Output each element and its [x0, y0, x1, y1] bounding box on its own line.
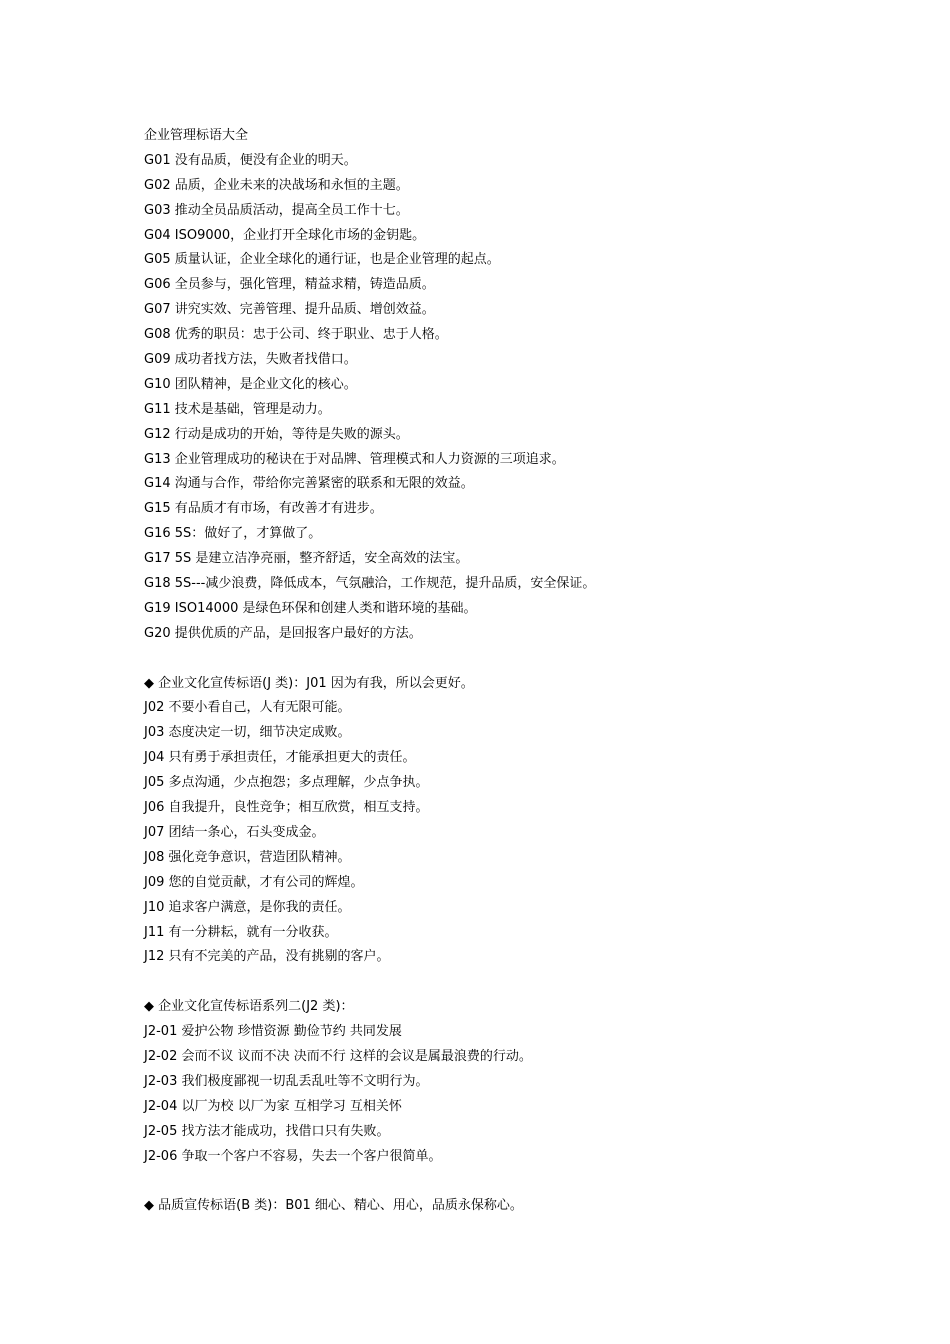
slogan-line: J2-05 找方法才能成功，找借口只有失败。 — [144, 1123, 390, 1139]
slogan-line: G10 团队精神，是企业文化的核心。 — [144, 376, 357, 392]
slogan-line: J12 只有不完美的产品，没有挑剔的客户。 — [144, 949, 390, 965]
document-title: 企业管理标语大全 — [144, 128, 249, 143]
slogan-line: G08 优秀的职员：忠于公司、终于职业、忠于人格。 — [144, 327, 448, 343]
section-heading: ◆ 企业文化宣传标语系列二(J2 类)： — [144, 999, 354, 1015]
slogan-line: G03 推动全员品质活动，提高全员工作十七。 — [144, 202, 409, 218]
slogan-line: G07 讲究实效、完善管理、提升品质、增创效益。 — [144, 302, 435, 318]
slogan-line: J05 多点沟通，少点抱怨；多点理解，少点争执。 — [144, 775, 429, 791]
slogan-line: G20 提供优质的产品，是回报客户最好的方法。 — [144, 625, 422, 641]
slogan-line: G04 ISO9000，企业打开全球化市场的金钥匙。 — [144, 227, 426, 243]
slogan-line: J2-04 以厂为校 以厂为家 互相学习 互相关怀 — [144, 1098, 402, 1114]
section-b-list — [144, 1194, 904, 1219]
slogan-line: J07 团结一条心，石头变成金。 — [144, 824, 325, 840]
slogan-line: G06 全员参与，强化管理，精益求精，铸造品质。 — [144, 277, 435, 293]
slogan-line: J10 追求客户满意，是你我的责任。 — [144, 899, 351, 915]
slogan-line: J03 态度决定一切，细节决定成败。 — [144, 725, 351, 741]
slogan-line: G19 ISO14000 是绿色环保和创建人类和谐环境的基础。 — [144, 600, 477, 616]
slogan-line: G11 技术是基础，管理是动力。 — [144, 401, 331, 417]
slogan-line: J2-01 爱护公物 珍惜资源 勤俭节约 共同发展 — [144, 1024, 402, 1040]
slogan-line: G01 没有品质，便没有企业的明天。 — [144, 152, 357, 168]
slogan-line: J2-03 我们极度鄙视一切乱丢乱吐等不文明行为。 — [144, 1073, 429, 1089]
section-spacer — [144, 647, 904, 672]
slogan-line: G13 企业管理成功的秘诀在于对品牌、管理模式和人力资源的三项追求。 — [144, 451, 565, 467]
slogan-line: G09 成功者找方法，失败者找借口。 — [144, 352, 357, 368]
section-spacer — [144, 970, 904, 995]
section-j-list — [144, 672, 904, 971]
slogan-line: J2-02 会而不议 议而不决 决而不行 这样的会议是属最浪费的行动。 — [144, 1048, 532, 1064]
slogan-line: G17 5S 是建立洁净亮丽，整齐舒适，安全高效的法宝。 — [144, 551, 469, 567]
slogan-line: J11 有一分耕耘，就有一分收获。 — [144, 924, 338, 940]
slogan-line: G16 5S：做好了，才算做了。 — [144, 526, 322, 542]
section-heading: ◆ 品质宣传标语(B 类)：B01 细心、精心、用心，品质永保称心。 — [144, 1198, 523, 1214]
slogan-line: J06 自我提升，良性竞争；相互欣赏，相互支持。 — [144, 800, 429, 816]
slogan-line: G18 5S---减少浪费，降低成本，气氛融洽，工作规范，提升品质，安全保证。 — [144, 576, 596, 592]
slogan-line: G12 行动是成功的开始，等待是失败的源头。 — [144, 426, 409, 442]
slogan-line: G02 品质，企业未来的决战场和永恒的主题。 — [144, 177, 409, 193]
slogan-line: G15 有品质才有市场，有改善才有进步。 — [144, 501, 383, 517]
slogan-line: J08 强化竞争意识，营造团队精神。 — [144, 849, 351, 865]
slogan-line: J2-06 争取一个客户不容易，失去一个客户很简单。 — [144, 1148, 442, 1164]
slogan-line: J09 您的自觉贡献，才有公司的辉煌。 — [144, 874, 364, 890]
slogan-line: G14 沟通与合作，带给你完善紧密的联系和无限的效益。 — [144, 476, 474, 492]
section-heading: ◆ 企业文化宣传标语(J 类)：J01 因为有我，所以会更好。 — [144, 675, 474, 691]
section-spacer — [144, 1169, 904, 1194]
slogan-line: J02 不要小看自己，人有无限可能。 — [144, 700, 351, 716]
slogan-line: G05 质量认证，企业全球化的通行证，也是企业管理的起点。 — [144, 252, 500, 268]
document-page — [144, 124, 904, 1219]
section-g-list — [144, 149, 904, 647]
slogan-line: J04 只有勇于承担责任，才能承担更大的责任。 — [144, 750, 416, 766]
section-j2-list — [144, 995, 904, 1169]
